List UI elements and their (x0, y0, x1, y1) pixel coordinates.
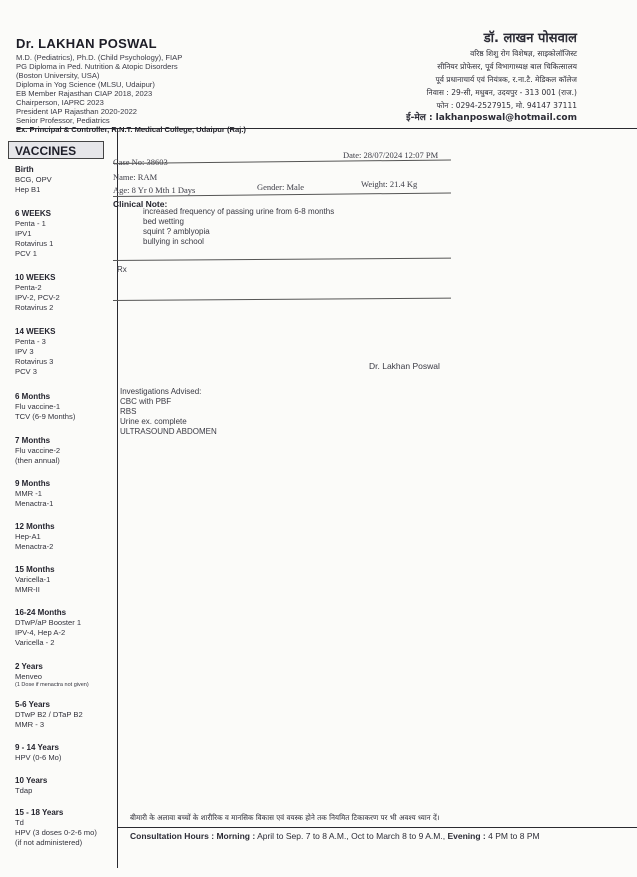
vaccine-item: Flu vaccine-2 (15, 446, 61, 455)
qualification-line: President IAP Rajasthan 2020-2022 (16, 107, 138, 116)
vaccine-group-6-weeks (15, 209, 53, 259)
evening-label: Evening : (447, 831, 486, 841)
case-number: Case No: 38603 (113, 157, 168, 167)
vaccine-group-15-months (15, 565, 55, 595)
investigation-item: ULTRASOUND ABDOMEN (120, 427, 217, 436)
vaccine-group-2-years (15, 662, 89, 689)
qualification-line: PG Diploma in Ped. Nutrition & Atopic Disorders (16, 62, 178, 71)
doctor-position: Ex. Principal & Controller, R.N.T. Medical College, Udaipur (Raj.) (16, 125, 246, 134)
vaccine-group-heading: 9 Months (15, 479, 51, 488)
vaccine-item: PCV 3 (15, 367, 37, 376)
investigation-item: Urine ex. complete (120, 417, 187, 426)
vaccine-group-10-weeks (15, 273, 60, 313)
investigation-item: CBC with PBF (120, 397, 172, 406)
vaccine-group-5-6-years (15, 700, 83, 730)
vaccine-group-heading: 2 Years (15, 662, 43, 671)
vaccine-group-14-weeks (15, 327, 55, 377)
vaccine-item: Rotavirus 1 (15, 239, 54, 248)
vaccine-item: Menveo (15, 672, 43, 681)
vaccine-note: (1 Dose if menactra not given) (15, 682, 89, 688)
vaccine-item: Varicella-1 (15, 575, 51, 584)
vaccine-group-7-months (15, 436, 60, 466)
vaccine-group-heading: 5-6 Years (15, 700, 50, 709)
vaccine-item: Penta - 1 (15, 219, 46, 228)
vaccine-item: Varicella - 2 (15, 638, 55, 647)
vaccine-item: IPV-2, PCV-2 (15, 293, 60, 302)
investigations-label: Investigations Advised: (120, 387, 202, 396)
doctor-qualifications (16, 53, 246, 134)
vaccine-group-heading: 15 - 18 Years (15, 808, 64, 817)
header-divider (16, 128, 637, 129)
vaccine-group-heading: 6 Months (15, 392, 51, 401)
qualification-line: Diploma in Yog Science (MLSU, Udaipur) (16, 80, 155, 89)
investigation-item: RBS (120, 407, 137, 416)
vaccine-item: HPV (0-6 Mo) (15, 753, 62, 762)
qualification-line: M.D. (Pediatrics), Ph.D. (Child Psychology), FIAP (16, 53, 183, 62)
vaccine-item: (then annual) (15, 456, 60, 465)
patient-gender: Gender: Male (257, 182, 304, 192)
qualification-line: (Boston University, USA) (16, 71, 100, 80)
vaccine-group-heading: 9 - 14 Years (15, 743, 59, 752)
footer-hindi-note: बीमारी के अलावा बच्चों के शारीरिक व मानसिक विकास एवं वयस्क होने तक नियमित टिकाकरण पर भी अवश्य ध्यान दें। (130, 813, 440, 822)
hindi-header (406, 30, 577, 125)
vaccine-group-heading: 12 Months (15, 522, 55, 531)
vaccine-group-12-months (15, 522, 55, 552)
vaccines-title: VACCINES (8, 141, 104, 159)
vaccine-group-heading: 14 WEEKS (15, 327, 56, 336)
vaccine-item: PCV 1 (15, 249, 37, 258)
vaccine-item: HPV (3 doses 0-2-6 mo) (15, 828, 97, 837)
vaccine-group-16-24-months (15, 608, 81, 648)
footer-divider (117, 827, 637, 828)
hindi-header-line: वरिष्ठ शिशु रोग विशेषज्ञ, साइकोलॉजिस्ट (470, 49, 577, 58)
vaccine-item: IPV-4, Hep A-2 (15, 628, 66, 637)
vaccine-item: MMR-II (15, 585, 40, 594)
hindi-header-line: फोन : 0294-2527915, मो. 94147 37111 (436, 101, 577, 110)
patient-weight: Weight: 21.4 Kg (361, 179, 418, 189)
vaccine-group-9-14-years (15, 743, 61, 763)
vaccine-group-heading: 15 Months (15, 565, 55, 574)
vaccine-item: Hep B1 (15, 185, 41, 194)
doctor-name: Dr. LAKHAN POSWAL (16, 36, 157, 51)
vaccine-item: (if not administered) (15, 838, 83, 847)
qualification-line: Chairperson, IAPRC 2023 (16, 98, 104, 107)
clinical-note-text (143, 207, 334, 247)
vaccine-group-heading: Birth (15, 165, 34, 174)
form-line (113, 298, 451, 301)
sidebar-divider (117, 128, 118, 868)
vaccine-item: BCG, OPV (15, 175, 52, 184)
clinical-note-line: squint ? amblyopia (143, 227, 210, 236)
patient-name: Name: RAM (113, 172, 158, 182)
vaccine-item: Rotavirus 2 (15, 303, 54, 312)
morning-label: Morning : (216, 831, 256, 841)
clinical-note-line: bullying in school (143, 237, 204, 246)
vaccine-group-heading: 10 WEEKS (15, 273, 56, 282)
vaccine-group-9-months (15, 479, 53, 509)
hindi-header-line: सीनियर प्रोफेसर, पूर्व विभागाध्यक्ष बाल चिकित्सालय (437, 62, 577, 71)
vaccine-group-heading: 6 WEEKS (15, 209, 52, 218)
vaccine-item: Menactra-1 (15, 499, 54, 508)
email-line: ई-मेल : lakhanposwal@hotmail.com (406, 113, 577, 123)
patient-age: Age: 8 Yr 0 Mth 1 Days (113, 185, 196, 195)
vaccine-item: IPV 3 (15, 347, 34, 356)
vaccine-item: Penta-2 (15, 283, 42, 292)
vaccine-item: Menactra-2 (15, 542, 54, 551)
consultation-hours (130, 831, 540, 841)
qualification-line: Senior Professor, Pediatrics (16, 116, 110, 125)
vaccine-group-6-months (15, 392, 75, 422)
vaccine-item: Tdap (15, 786, 33, 795)
vaccine-group-15-18-years (15, 808, 97, 848)
vaccine-item: Flu vaccine-1 (15, 402, 61, 411)
vaccine-item: MMR - 3 (15, 720, 45, 729)
doctor-name-hindi: डॉ. लाखन पोसवाल (483, 31, 577, 46)
vaccine-item: DTwP/aP Booster 1 (15, 618, 82, 627)
vaccine-group-heading: 7 Months (15, 436, 51, 445)
hours-label: Consultation Hours : (130, 831, 215, 841)
doctor-signature: Dr. Lakhan Poswal (369, 361, 440, 371)
vaccine-item: IPV1 (15, 229, 32, 238)
clinical-note-line: bed wetting (143, 217, 184, 226)
clinical-note-label: Clinical Note: (113, 199, 168, 209)
hindi-header-line: पूर्व प्रधानाचार्य एवं नियंत्रक, र.ना.टै. मेडिकल कॉलेज (435, 75, 577, 84)
vaccine-group-10-years (15, 776, 47, 796)
visit-date: Date: 28/07/2024 12:07 PM (343, 150, 439, 160)
vaccine-item: Hep-A1 (15, 532, 41, 541)
vaccine-item: DTwP B2 / DTaP B2 (15, 710, 83, 719)
qualification-line: EB Member Rajasthan CIAP 2018, 2023 (16, 89, 153, 98)
clinical-note-line: increased frequency of passing urine from 6-8 months (143, 207, 335, 216)
vaccine-item: TCV (6-9 Months) (15, 412, 76, 421)
vaccine-item: Penta - 3 (15, 337, 46, 346)
vaccine-item: Td (15, 818, 24, 827)
vaccine-item: Rotavirus 3 (15, 357, 54, 366)
vaccine-item: MMR -1 (15, 489, 42, 498)
vaccine-group-heading: 10 Years (15, 776, 48, 785)
investigations (120, 387, 217, 437)
evening-hours: 4 PM to 8 PM (488, 831, 540, 841)
hindi-header-line: निवास : 29-सी, मधुबन, उदयपुर - 313 001 (राज.) (426, 88, 577, 97)
vaccine-group-birth (15, 165, 52, 195)
vaccine-group-heading: 16-24 Months (15, 608, 67, 617)
rx-label: Rx (117, 265, 127, 274)
form-line (113, 258, 451, 261)
morning-hours: April to Sep. 7 to 8 A.M., Oct to March 8 to 9 A.M., (257, 831, 446, 841)
